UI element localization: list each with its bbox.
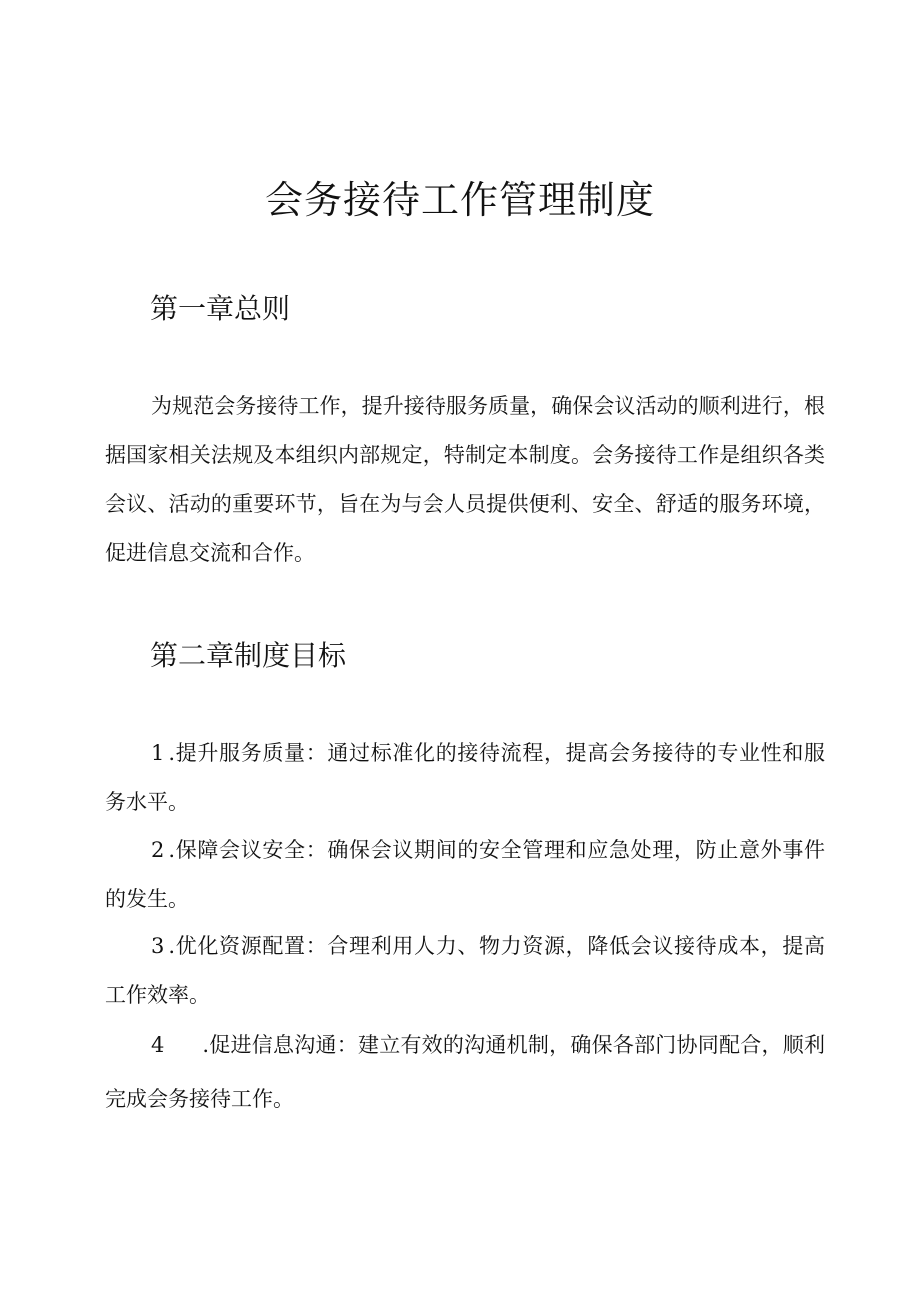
goal-item-number: 2 [151, 838, 165, 862]
goal-item-3 [105, 922, 825, 1020]
goal-item-2 [105, 826, 825, 924]
goal-item-text: .优化资源配置：合理利用人力、物力资源，降低会议接待成本，提高工作效率。 [105, 934, 825, 1007]
goal-item-1 [105, 729, 825, 827]
goal-item-number: 4 [151, 1033, 165, 1057]
goal-item-4 [105, 1018, 825, 1126]
chapter-1-paragraph: 为规范会务接待工作，提升接待服务质量，确保会议活动的顺利进行，根据国家相关法规及本组织内部规定，特制定本制度。会务接待工作是组织各类会议、活动的重要环节，旨在为与会人员提供便利、安全、舒适的服务环境，促进信息交流和合作。 [105, 394, 825, 565]
chapter-2-heading: 第二章制度目标 [150, 639, 347, 672]
chapter-1-heading: 第一章总则 [150, 292, 291, 325]
goal-item-text: .保障会议安全：确保会议期间的安全管理和应急处理，防止意外事件的发生。 [105, 838, 825, 911]
goal-item-text: .促进信息沟通：建立有效的沟通机制，确保各部门协同配合，顺利完成会务接待工作。 [105, 1033, 825, 1111]
goal-item-number: 1 [151, 741, 165, 765]
goal-item-text: .提升服务质量：通过标准化的接待流程，提高会务接待的专业性和服务水平。 [105, 741, 825, 814]
document-title: 会务接待工作管理制度 [264, 178, 655, 222]
goal-item-number: 3 [151, 934, 165, 958]
